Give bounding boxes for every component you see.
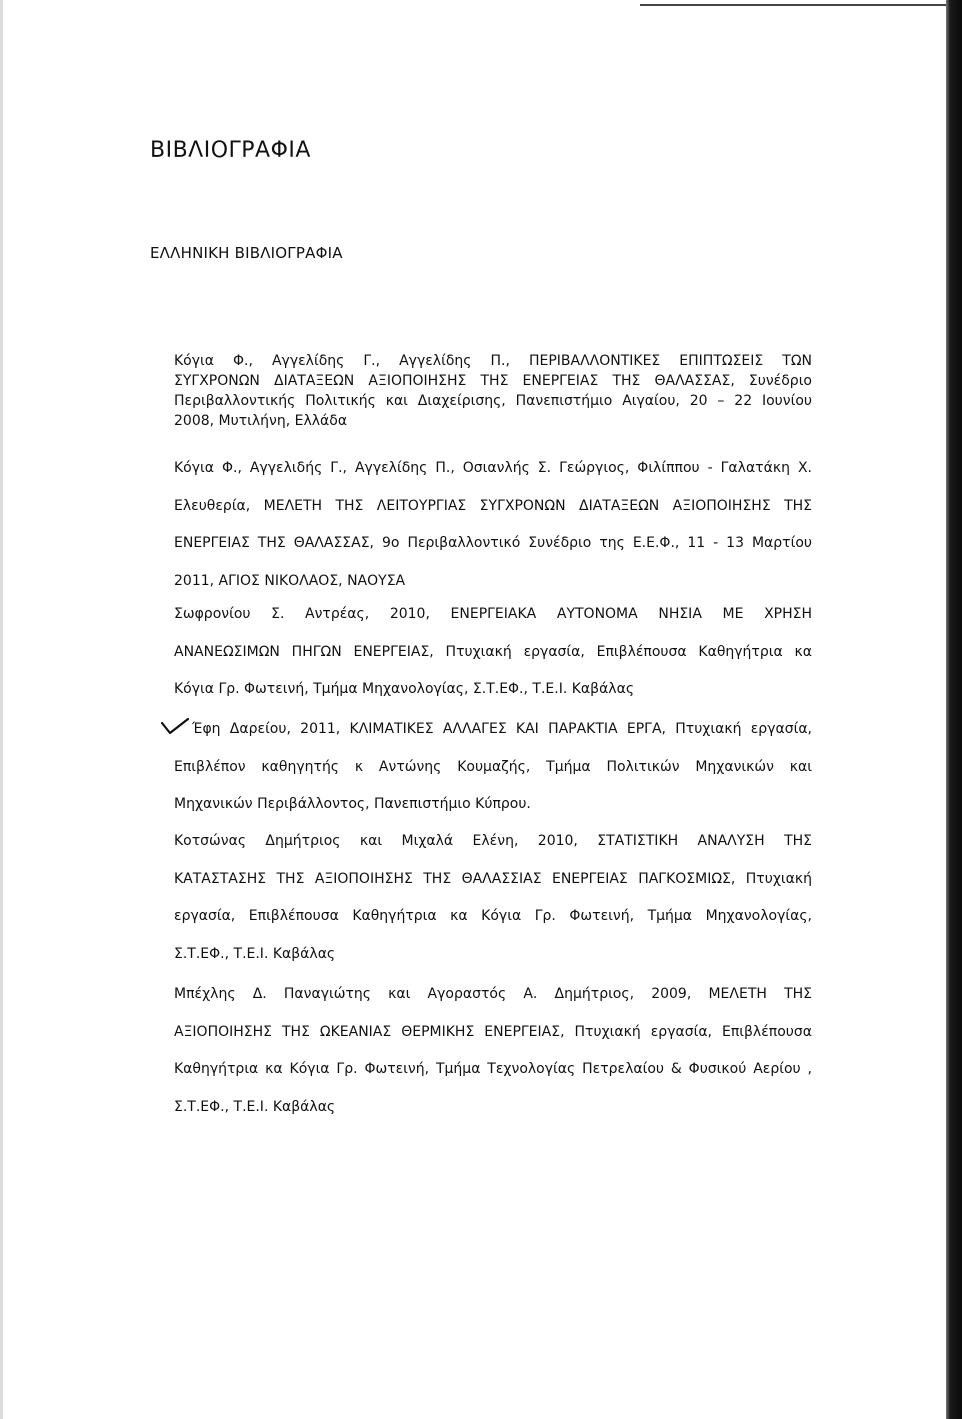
reference-line: Ελευθερία, ΜΕΛΕΤΗ ΤΗΣ ΛΕΙΤΟΥΡΓΙΑΣ ΣΥΓΧΡΟΝΩΝ ΔΙΑΤΑΞΕΩΝ ΑΞΙΟΠΟΙΗΣΗΣ ΤΗΣ	[174, 497, 812, 514]
reference-line: Κόγια Φ., Αγγελιδής Γ., Αγγελίδης Π., Οσιανλής Σ. Γεώργιος, Φιλίππου - Γαλατάκη Χ.	[174, 460, 812, 476]
scan-right-border	[946, 0, 962, 1419]
reference-line: Σ.Τ.ΕΦ., Τ.Ε.Ι. Καβάλας	[174, 945, 336, 962]
reference-line: Περιβαλλοντικής Πολιτικής και Διαχείρισης, Πανεπιστήμιο Αιγαίου, 20 – 22 Ιουνίου	[174, 393, 812, 409]
reference-line: ΕΝΕΡΓΕΙΑΣ ΤΗΣ ΘΑΛΑΣΣΑΣ, 9ο Περιβαλλοντικό Συνέδριο της Ε.Ε.Φ., 11 - 13 Μαρτίου	[174, 535, 812, 551]
reference-line: Καθηγήτρια κα Κόγια Γρ. Φωτεινή, Τμήμα Τεχνολογίας Πετρελαίου & Φυσικού Αερίου ,	[174, 1061, 812, 1077]
scan-left-edge	[0, 0, 3, 1419]
reference-line: Μπέχλης Δ. Παναγιώτης και Αγοραστός Α. Δημήτριος, 2009, ΜΕΛΕΤΗ ΤΗΣ	[174, 986, 812, 1002]
reference-line: ΑΝΑΝΕΩΣΙΜΩΝ ΠΗΓΩΝ ΕΝΕΡΓΕΙΑΣ, Πτυχιακή εργασία, Επιβλέπουσα Καθηγήτρια κα	[174, 643, 812, 660]
reference-line: ΣΥΓΧΡΟΝΩΝ ΔΙΑΤΑΞΕΩΝ ΑΞΙΟΠΟΙΗΣΗΣ ΤΗΣ ΕΝΕΡΓΕΙΑΣ ΤΗΣ ΘΑΛΑΣΣΑΣ, Συνέδριο	[174, 373, 812, 389]
reference-line: Μηχανικών Περιβάλλοντος, Πανεπιστήμιο Κύπρου.	[174, 796, 531, 812]
reference-entry	[174, 596, 812, 709]
reference-entry	[174, 823, 812, 973]
reference-line: Επιβλέπον καθηγητής κ Αντώνης Κουμαζής, Τμήμα Πολιτικών Μηχανικών και	[174, 758, 812, 775]
reference-line: Σ.Τ.ΕΦ., Τ.Ε.Ι. Καβάλας	[174, 1098, 336, 1115]
reference-entry	[174, 976, 812, 1126]
reference-line: Κοτσώνας Δημήτριος και Μιχαλά Ελένη, 2010, ΣΤΑΤΙΣΤΙΚΗ ΑΝΑΛΥΣΗ ΤΗΣ	[174, 833, 812, 849]
reference-line: Σωφρονίου Σ. Αντρέας, 2010, ΕΝΕΡΓΕΙΑΚΑ ΑΥΤΟΝΟΜΑ ΝΗΣΙΑ ΜΕ ΧΡΗΣΗ	[174, 606, 812, 622]
reference-line: ΑΞΙΟΠΟΙΗΣΗΣ ΤΗΣ ΩΚΕΑΝΙΑΣ ΘΕΡΜΙΚΗΣ ΕΝΕΡΓΕΙΑΣ, Πτυχιακή εργασία, Επιβλέπουσα	[174, 1023, 812, 1040]
reference-line: 2008, Μυτιλήνη, Ελλάδα	[174, 413, 348, 429]
scan-top-line	[640, 4, 946, 6]
section-title: ΕΛΛΗΝΙΚΗ ΒΙΒΛΙΟΓΡΑΦΙΑ	[150, 244, 343, 262]
reference-line: Κόγια Γρ. Φωτεινή, Τμήμα Μηχανολογίας, Σ.Τ.ΕΦ., Τ.Ε.Ι. Καβάλας	[174, 681, 635, 697]
reference-line: εργασία, Επιβλέπουσα Καθηγήτρια κα Κόγια Γρ. Φωτεινή, Τμήμα Μηχανολογίας,	[174, 908, 812, 924]
page-title: ΒΙΒΛΙΟΓΡΑΦΙΑ	[150, 138, 311, 163]
reference-line: Έφη Δαρείου, 2011, ΚΛΙΜΑΤΙΚΕΣ ΑΛΛΑΓΕΣ ΚΑΙ ΠΑΡΑΚΤΙΑ ΕΡΓΑ, Πτυχιακή εργασία,	[192, 721, 812, 737]
reference-line: 2011, ΑΓΙΟΣ ΝΙΚΟΛΑΟΣ, ΝΑΟΥΣΑ	[174, 572, 406, 589]
reference-line: Κόγια Φ., Αγγελίδης Γ., Αγγελίδης Π., ΠΕΡΙΒΑΛΛΟΝΤΙΚΕΣ ΕΠΙΠΤΩΣΕΙΣ ΤΩΝ	[174, 353, 812, 369]
reference-entry	[174, 450, 812, 600]
reference-entry	[174, 351, 812, 431]
reference-entry	[174, 711, 812, 824]
reference-line: ΚΑΤΑΣΤΑΣΗΣ ΤΗΣ ΑΞΙΟΠΟΙΗΣΗΣ ΤΗΣ ΘΑΛΑΣΣΙΑΣ ΕΝΕΡΓΕΙΑΣ ΠΑΓΚΟΣΜΙΩΣ, Πτυχιακή	[174, 870, 812, 887]
